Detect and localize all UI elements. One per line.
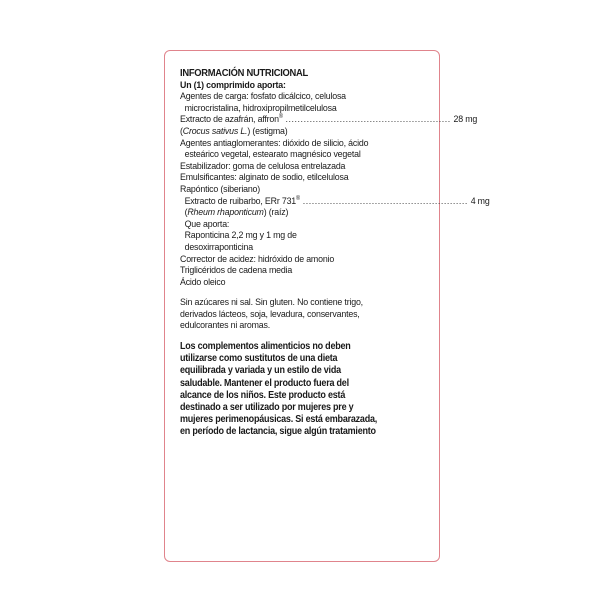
corrector-line: Corrector de acidez: hidróxido de amonio	[180, 253, 335, 265]
rapontico-row	[180, 195, 490, 208]
azafran-name-group	[180, 114, 283, 126]
estabilizador-line: Estabilizador: goma de celulosa entrelazada	[180, 160, 346, 172]
azafran-row	[180, 114, 478, 126]
rapontico-species: (Rheum rhaponticum) (raíz)	[184, 207, 289, 219]
antiaglomerantes-line-1: Agentes antiaglomerantes: dióxido de silicio, ácido	[180, 137, 369, 149]
warning-line-6: destinado a ser utilizado por mujeres pre y	[180, 402, 354, 414]
carga-line-2: microcristalina, hidroxipropilmetilcelulosa	[184, 102, 337, 114]
rapontico-extract-name: Extracto de ruibarbo, ERr 731	[184, 195, 297, 207]
azafran-leader-dots: .......................................................	[285, 114, 451, 126]
rapontico-species-latin: Rheum rhaponticum	[187, 207, 264, 219]
warning-line-4: saludable. Mantener el producto fuera del	[180, 377, 349, 389]
rapontico-name-group	[185, 196, 300, 208]
rapontico-detail-line-2: desoxirraponticina	[184, 241, 253, 253]
label-title: INFORMACIÓN NUTRICIONAL	[180, 68, 308, 79]
rapontico-detail-line-1: Raponticina 2,2 mg y 1 mg de	[184, 230, 297, 242]
emulsificantes-line: Emulsificantes: alginato de sodio, etilcelulosa	[180, 172, 349, 184]
trigliceridos-line: Triglicéridos de cadena media	[180, 265, 293, 277]
rapontico-header: Rapóntico (siberiano)	[180, 183, 261, 195]
azafran-species: (Crocus sativus L.) (estigma)	[180, 125, 288, 137]
rapontico-leader-dots: .......................................................	[302, 195, 468, 207]
rapontico-provides: Que aporta:	[184, 218, 230, 230]
spacer	[180, 332, 430, 341]
azafran-name: Extracto de azafrán, affron	[180, 114, 279, 126]
warning-line-2: utilizarse como sustitutos de una dieta	[180, 353, 338, 365]
rapontico-species-part: (raíz)	[266, 207, 289, 219]
rapontico-amount: 4 mg	[470, 195, 490, 207]
azafran-registered-mark: ®	[278, 114, 283, 121]
acido-oleico-line: Ácido oleico	[180, 276, 226, 288]
azafran-species-latin: Crocus sativus L.	[182, 125, 248, 137]
rapontico-registered-mark: ®	[296, 195, 300, 202]
label-subtitle: Un (1) comprimido aporta:	[180, 79, 286, 91]
nutrition-label-card	[164, 50, 490, 562]
warning-line-5: alcance de los niños. Este producto está	[180, 389, 346, 401]
free-from-line-3: edulcorantes ni aromas.	[180, 320, 270, 332]
warning-line-3: equilibrada y variada y un estilo de vida	[180, 365, 341, 377]
free-from-line-1: Sin azúcares ni sal. Sin gluten. No contiene trigo,	[180, 297, 363, 309]
antiaglomerantes-line-2: esteárico vegetal, estearato magnésico vegetal	[184, 149, 361, 161]
warning-line-8: en período de lactancia, sigue algún tratamiento	[180, 426, 376, 438]
carga-line-1: Agentes de carga: fosfato dicálcico, celulosa	[180, 91, 346, 103]
free-from-line-2: derivados lácteos, soja, levadura, conservantes,	[180, 308, 360, 320]
spacer	[180, 288, 430, 297]
warning-line-7: mujeres perimenopáusicas. Si está embarazada,	[180, 414, 378, 426]
azafran-amount: 28 mg	[453, 114, 478, 126]
warning-block	[180, 341, 430, 439]
warning-line-1: Los complementos alimenticios no deben	[180, 341, 351, 353]
azafran-species-part: (estigma)	[250, 125, 288, 137]
label-content	[180, 68, 490, 439]
